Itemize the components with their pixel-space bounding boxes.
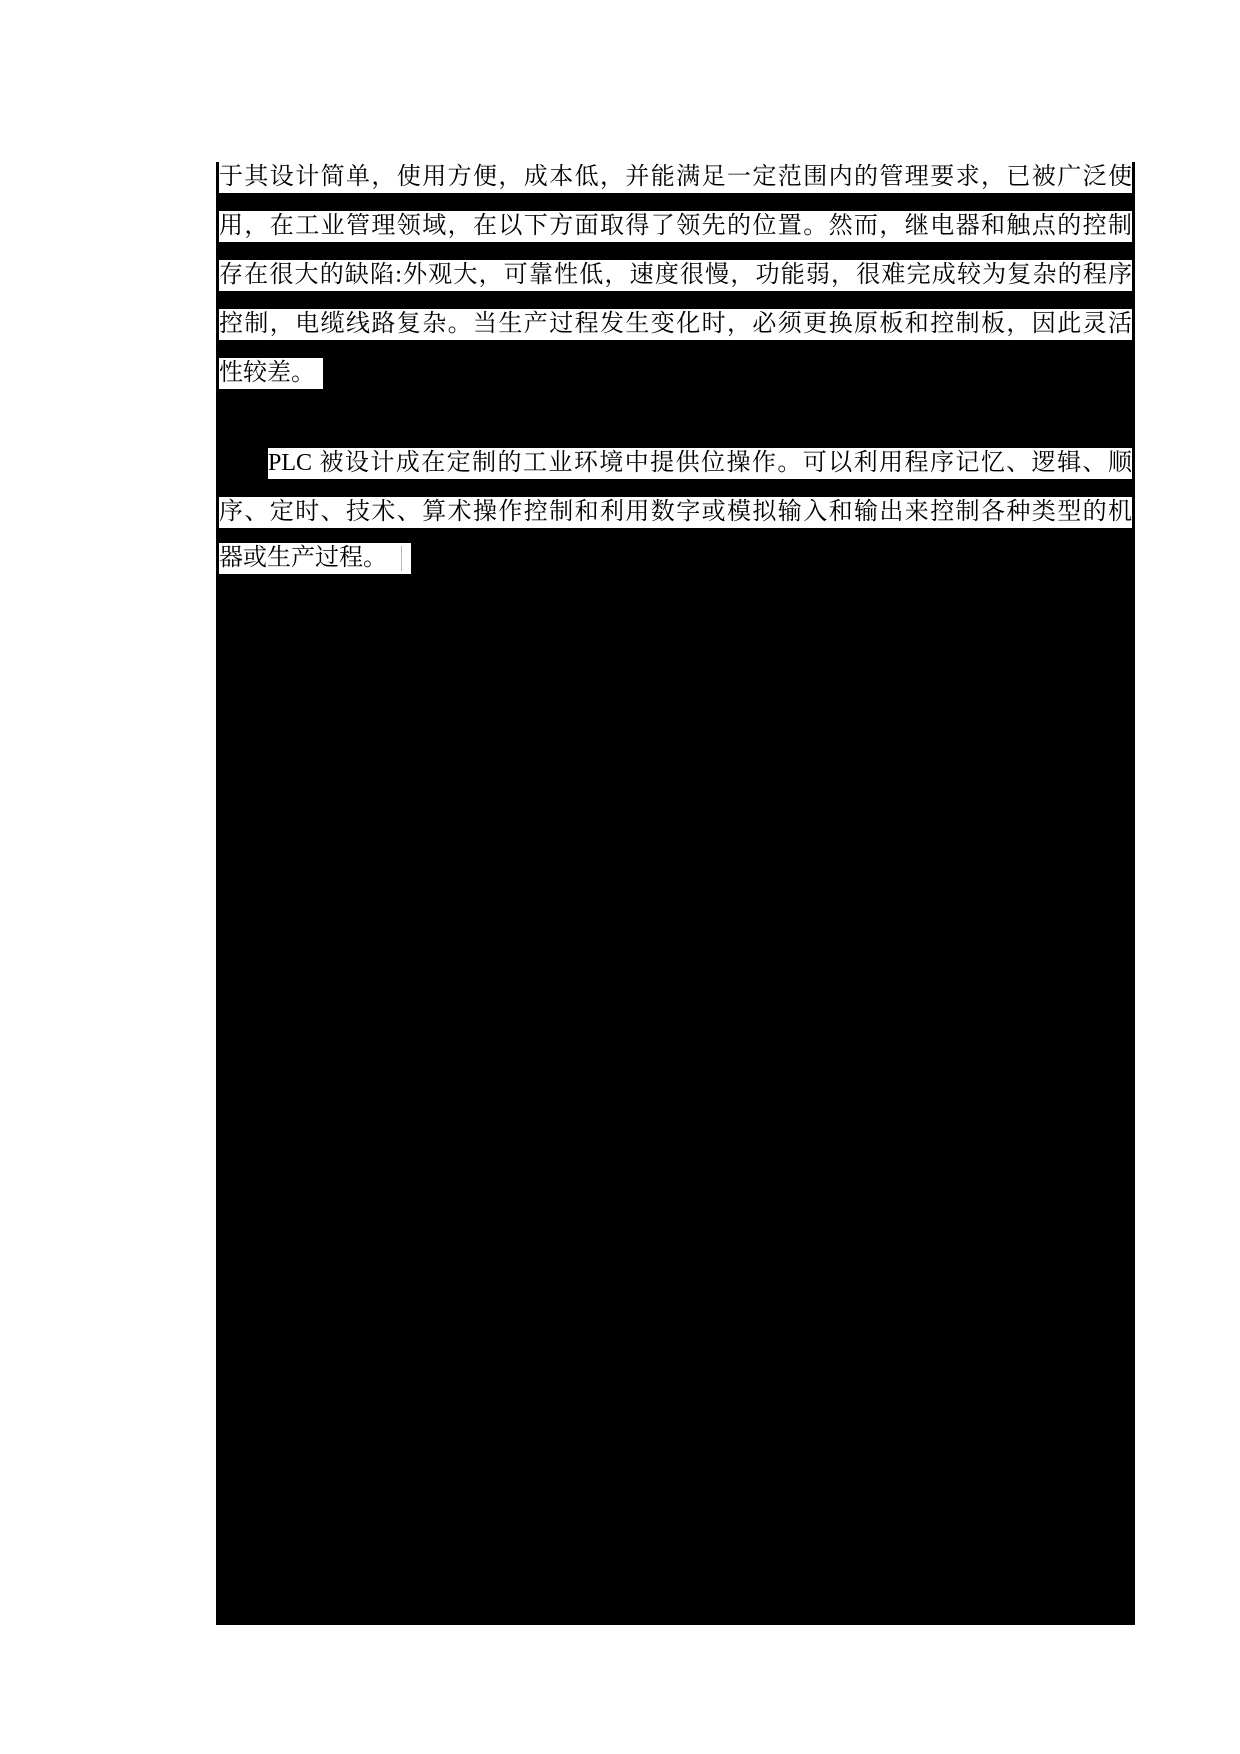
black-highlight-region — [216, 162, 1135, 1625]
paragraph2-line-2: 序、定时、技术、算术操作控制和利用数字或模拟输入和输出来控制各种类型的机 — [219, 497, 1132, 528]
paragraph1-line-4: 控制，电缆线路复杂。当生产过程发生变化时，必须更换原板和控制板，因此灵活 — [219, 309, 1132, 340]
paragraph2-line-3: 器或生产过程。 — [219, 543, 411, 574]
paragraph1-line-3: 存在很大的缺陷:外观大，可靠性低，速度很慢，功能弱，很难完成较为复杂的程序 — [219, 260, 1132, 291]
paragraph2-line-1: PLC 被设计成在定制的工业环境中提供位操作。可以利用程序记忆、逻辑、顺 — [268, 448, 1132, 479]
paragraph1-line-5: 性较差。 — [219, 358, 323, 389]
paragraph1-line-1: 于其设计简单，使用方便，成本低，并能满足一定范围内的管理要求，已被广泛使 — [219, 162, 1132, 193]
paragraph1-line-2: 用，在工业管理领域，在以下方面取得了领先的位置。然而，继电器和触点的控制 — [219, 211, 1132, 242]
